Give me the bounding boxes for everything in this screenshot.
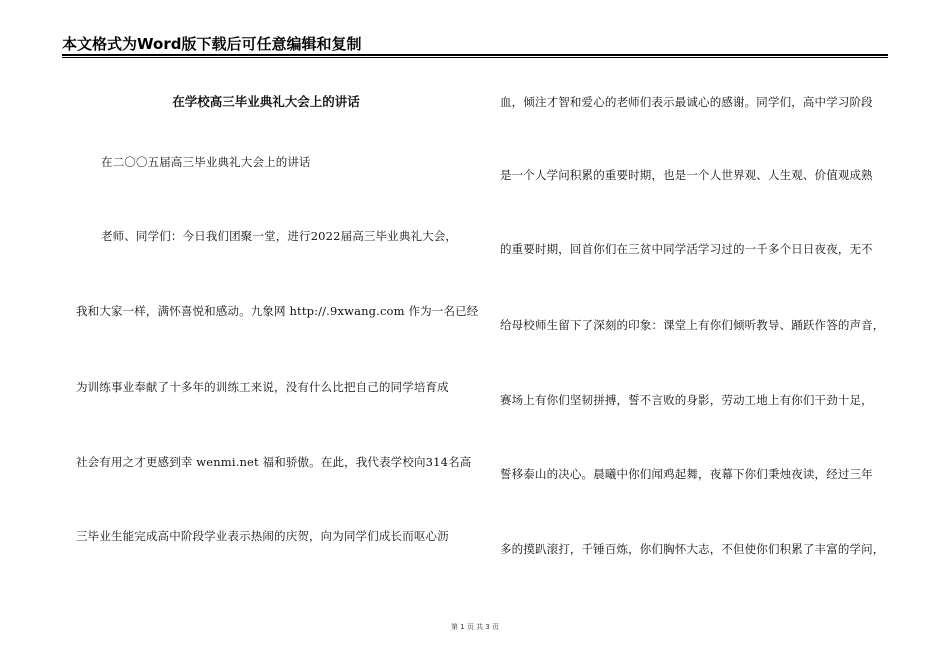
- right-line-5: 赛场上有你们坚韧拼搏，誓不言败的身影，劳动工地上有你们干劲十足，: [500, 393, 873, 407]
- right-line-6: 誓移泰山的决心。晨曦中你们闻鸡起舞，夜幕下你们秉烛夜读，经过三年: [500, 467, 873, 481]
- right-line-3: 的重要时期，回首你们在三贫中同学活学习过的一千多个日日夜夜，无不: [500, 242, 873, 256]
- banner-rule-thick: [62, 54, 888, 56]
- left-line-5: 社会有用之才更感到幸 wenmi.net 福和骄傲。在此，我代表学校向314名高: [76, 455, 472, 469]
- right-line-7: 多的摸趴滚打，千锤百炼，你们胸怀大志，不但使你们积累了丰富的学问，: [500, 542, 885, 556]
- left-line-1: 在二〇〇五届高三毕业典礼大会上的讲话: [101, 155, 311, 169]
- document-title: 在学校高三毕业典礼大会上的讲话: [172, 94, 360, 109]
- banner-rule-thin: [62, 57, 888, 58]
- left-line-3: 我和大家一样，满怀喜悦和感动。九象网 http://.9xwang.com 作为一名已经: [76, 304, 479, 318]
- page-indicator: 第 1 页 共 3 页: [450, 623, 500, 631]
- right-line-1: 血，倾注才智和爱心的老师们表示最诚心的感谢。同学们，高中学习阶段: [500, 95, 873, 109]
- right-line-2: 是一个人学问积累的重要时期，也是一个人世界观、人生观、价值观成熟: [500, 168, 873, 182]
- right-line-4: 给母校师生留下了深刻的印象：课堂上有你们倾听教导、踊跃作答的声音，: [500, 318, 885, 332]
- document-banner: 本文格式为Word版下载后可任意编辑和复制: [62, 35, 362, 53]
- left-line-2: 老师、同学们：今日我们团聚一堂，进行2022届高三毕业典礼大会，: [101, 229, 458, 243]
- left-line-4: 为训练事业奉献了十多年的训练工来说，没有什么比把自己的同学培育成: [76, 380, 449, 394]
- left-line-6: 三毕业生能完成高中阶段学业表示热闹的庆贺，向为同学们成长而呕心沥: [76, 529, 449, 543]
